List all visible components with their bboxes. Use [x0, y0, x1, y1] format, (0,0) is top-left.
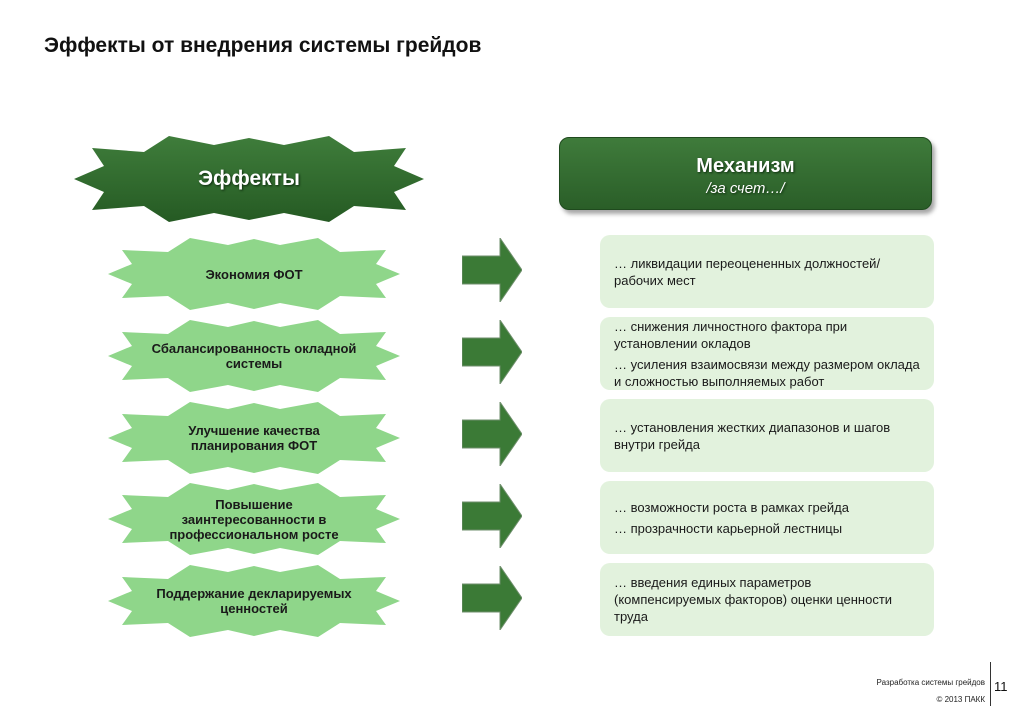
- mechanism-header-title: Механизм: [696, 155, 795, 177]
- mechanism-card: [600, 399, 934, 472]
- mechanism-text: … снижения личностного фактора при установлении окладов: [614, 318, 848, 351]
- footer-copyright: © 2013 ПАКК: [936, 695, 985, 704]
- effect-label: Повышение заинтересованности в профессиональном росте: [169, 496, 339, 542]
- footer-project: Разработка системы грейдов: [876, 678, 985, 687]
- mechanism-card: [600, 317, 934, 390]
- mechanism-header-subtitle: /за счет…/: [706, 180, 785, 197]
- effect-label: Улучшение качества планирования ФОТ: [188, 423, 320, 453]
- mechanism-card: [600, 235, 934, 308]
- effect-label: Сбалансированность окладной системы: [151, 341, 357, 371]
- effect-badge: [108, 563, 400, 639]
- mechanism-card: [600, 563, 934, 636]
- mechanism-text: … прозрачности карьерной лестницы: [614, 520, 843, 536]
- effect-badge: [108, 318, 400, 394]
- mechanism-text: … возможности роста в рамках грейда: [614, 499, 849, 515]
- mechanism-text: … ликвидации переоцененных должностей/рабочих мест: [614, 255, 881, 288]
- footer: [877, 674, 985, 708]
- arrow-right-icon: [462, 320, 522, 384]
- mechanism-text: … установления жестких диапазонов и шагов внутри грейда: [614, 419, 891, 452]
- arrow-right-icon: [462, 484, 522, 548]
- slide-title: Эффекты от внедрения системы грейдов: [44, 34, 482, 57]
- arrow-right-icon: [462, 238, 522, 302]
- mechanism-text: … усиления взаимосвязи между размером оклада и сложностью выполняемых работ: [614, 356, 920, 389]
- arrow-right-icon: [462, 402, 522, 466]
- page-number: 11: [994, 679, 1008, 694]
- footer-divider: [990, 662, 991, 706]
- effect-label: Экономия ФОТ: [205, 266, 303, 282]
- arrow-right-icon: [462, 566, 522, 630]
- mechanism-text: … введения единых параметров (компенсируемых факторов) оценки ценности труда: [614, 575, 893, 624]
- effects-header-badge: [74, 136, 424, 222]
- effects-header-label: Эффекты: [198, 167, 300, 190]
- mechanism-card: [600, 481, 934, 554]
- effect-badge: [108, 400, 400, 476]
- effect-badge: [108, 481, 400, 557]
- effect-badge: [108, 236, 400, 312]
- effect-label: Поддержание декларируемых ценностей: [156, 586, 352, 616]
- mechanism-header: [559, 137, 932, 210]
